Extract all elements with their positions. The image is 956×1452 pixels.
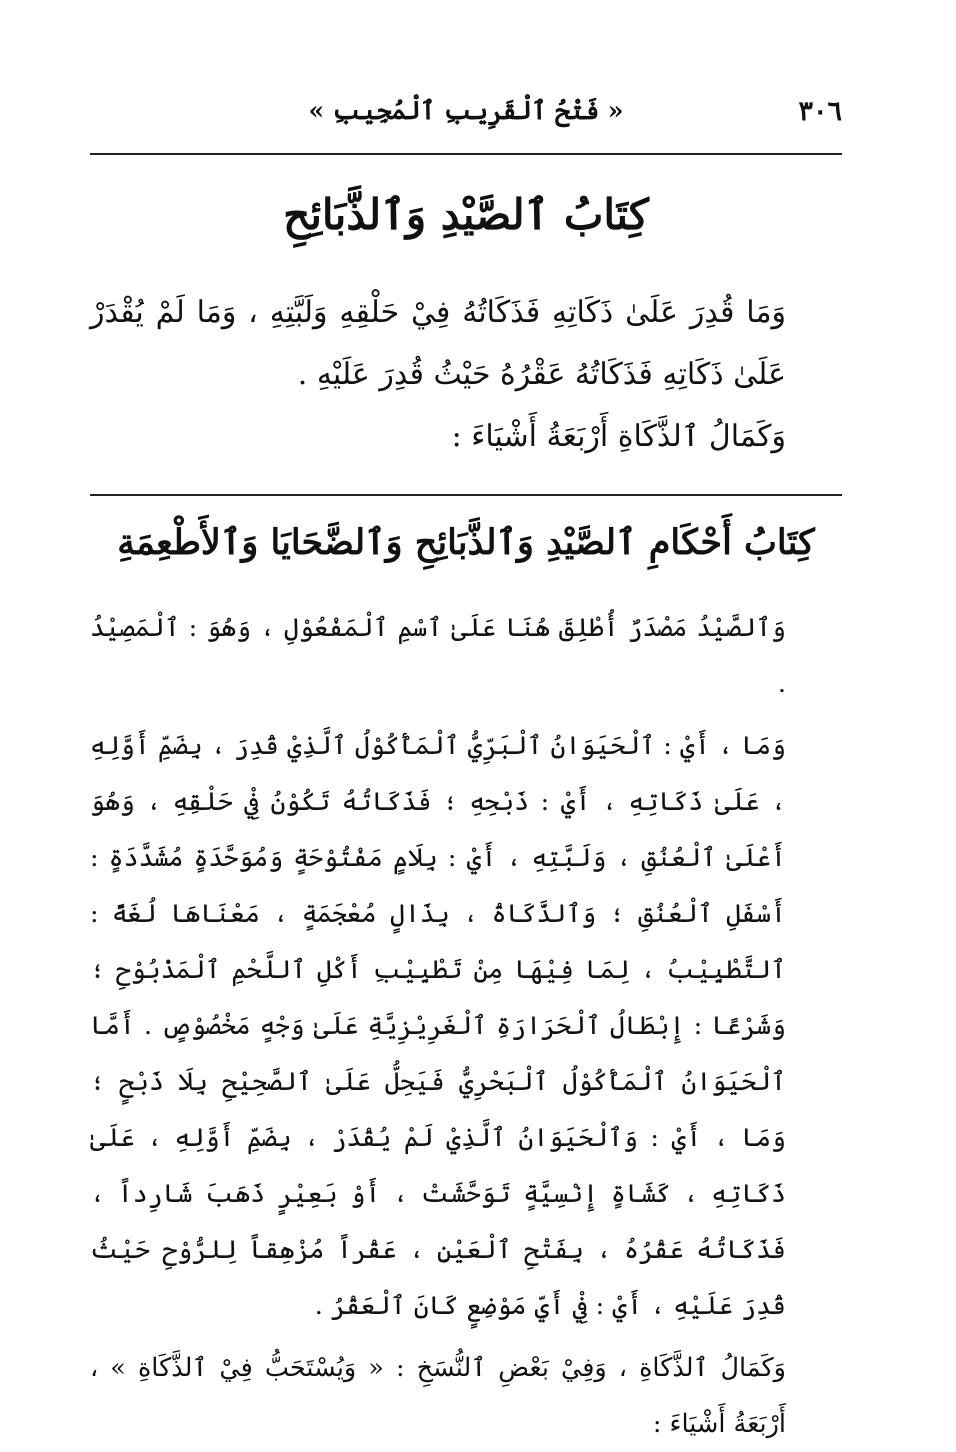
running-title: « فَتْحُ ٱلْقَرِيبِ ٱلْمُجِيبِ » <box>308 96 624 125</box>
matn-text <box>90 282 842 468</box>
matn-paragraph: وَمَا قُدِرَ عَلَىٰ ذَكَاتِهِ فَذَكَاتُهُ فِيْ حَلْقِهِ وَلَبَّتِهِ ، وَمَا لَمْ يُقْدَرْ عَلَىٰ ذَكَاتِهِ فَذَكَاتُهُ عَقْرُهُ حَيْثُ قُدِرَ عَلَيْهِ . <box>90 295 786 392</box>
page-number: ٣٠٦ <box>798 96 842 127</box>
matn-paragraph: وَكَمَالُ ٱلذَّكَاةِ أَرْبَعَةُ أَشْيَاءَ : <box>451 419 786 454</box>
section-divider <box>90 494 842 496</box>
sharh-paragraph: وَكَمَالُ ٱلذَّكَاةِ ، وَفِيْ بَعْضِ ٱلنُّسَخِ : « وَيُسْتَحَبُّ فِيْ ٱلذَّكَاةِ » ، أَرْبَعَةُ أَشْيَاءَ : <box>90 1353 786 1439</box>
sharh-chapter-title: كِتَابُ أَحْكَامِ ٱلصَّيْدِ وَٱلذَّبَائِحِ وَٱلضَّحَايَا وَٱلأَطْعِمَةِ <box>117 522 815 563</box>
sharh-text <box>90 600 842 1452</box>
page-header <box>90 92 842 132</box>
matn-chapter-title: كِتَابُ ٱلصَّيْدِ وَٱلذَّبَائِحِ <box>283 190 649 239</box>
sharh-paragraph: وَٱلصَّيْدُ مَصْدَرٌ أُطْلِقَ هُنَا عَلَىٰ ٱسْمِ ٱلْمَفْعُوْلِ ، وَهُوَ : ٱلْمَصِيْدُ . <box>90 613 786 699</box>
book-page <box>90 0 842 1439</box>
sharh-paragraph: وَمَا ، أَيْ : ٱلْحَيَوَانُ ٱلْبَرِّيُّ ٱلْمَأْكُوْلُ ٱلَّذِيْ قُدِرَ ، بِضَمِّ أَوَّلِهِ ، عَلَىٰ ذَكَاتِهِ ، أَيْ : ذَبْحِهِ ؛ فَذَكَاتُهُ تَكُوْنُ فِيْ حَلْقِهِ ، وَهُوَ أَعْلَىٰ ٱلْعُنُقِ ، وَلَبَّتِهِ ، أَيْ : بِلَامٍ مَفْتُوْحَةٍ وَمُوَحَّدَةٍ مُشَدَّدَةٍ : أَسْفَلِ ٱلْعُنُقِ ؛ وَٱلذَّكَاةُ ، بِذَالٍ مُعْجَمَةٍ ، مَعْنَاهَا لُغَةً : ٱلتَّطْيِيْبُ ، لِمَا فِيْهَا مِنْ تَطْيِيْبِ أَكْلِ ٱللَّحْمِ ٱلْمَذْبُوْحِ ؛ وَشَرْعًا : إِبْطَالُ ٱلْحَرَارَةِ ٱلْغَرِيْزِيَّةِ عَلَىٰ وَجْهٍ مَخْصُوْصٍ . أَمَّا ٱلْحَيَوَانُ ٱلْمَأْكُوْلُ ٱلْبَحْرِيُّ فَيَحِلُّ عَلَىٰ ٱلصَّحِيْحِ بِلَا ذَبْحٍ ؛ وَمَا ، أَيْ : وَٱلْحَيَوَانُ ٱلَّذِيْ لَمْ يُقْدَرْ ، بِضَمِّ أَوَّلِهِ ، عَلَىٰ ذَكَاتِهِ ، كَشَاةٍ إِنْسِيَّةٍ تَوَحَّشَتْ ، أَوْ بَعِيْرٍ ذَهَبَ شَارِداً ، فَذَكَاتُهُ عَقْرُهُ ، بِفَتْحِ ٱلْعَيْنِ ، عَقْراً مُزْهِقاً لِلرُّوْحِ حَيْثُ قُدِرَ عَلَيْهِ ، أَيْ : فِيْ أَيِّ مَوْضِعٍ كَانَ ٱلْعَقْرُ . <box>90 731 786 1321</box>
header-divider <box>90 153 842 155</box>
